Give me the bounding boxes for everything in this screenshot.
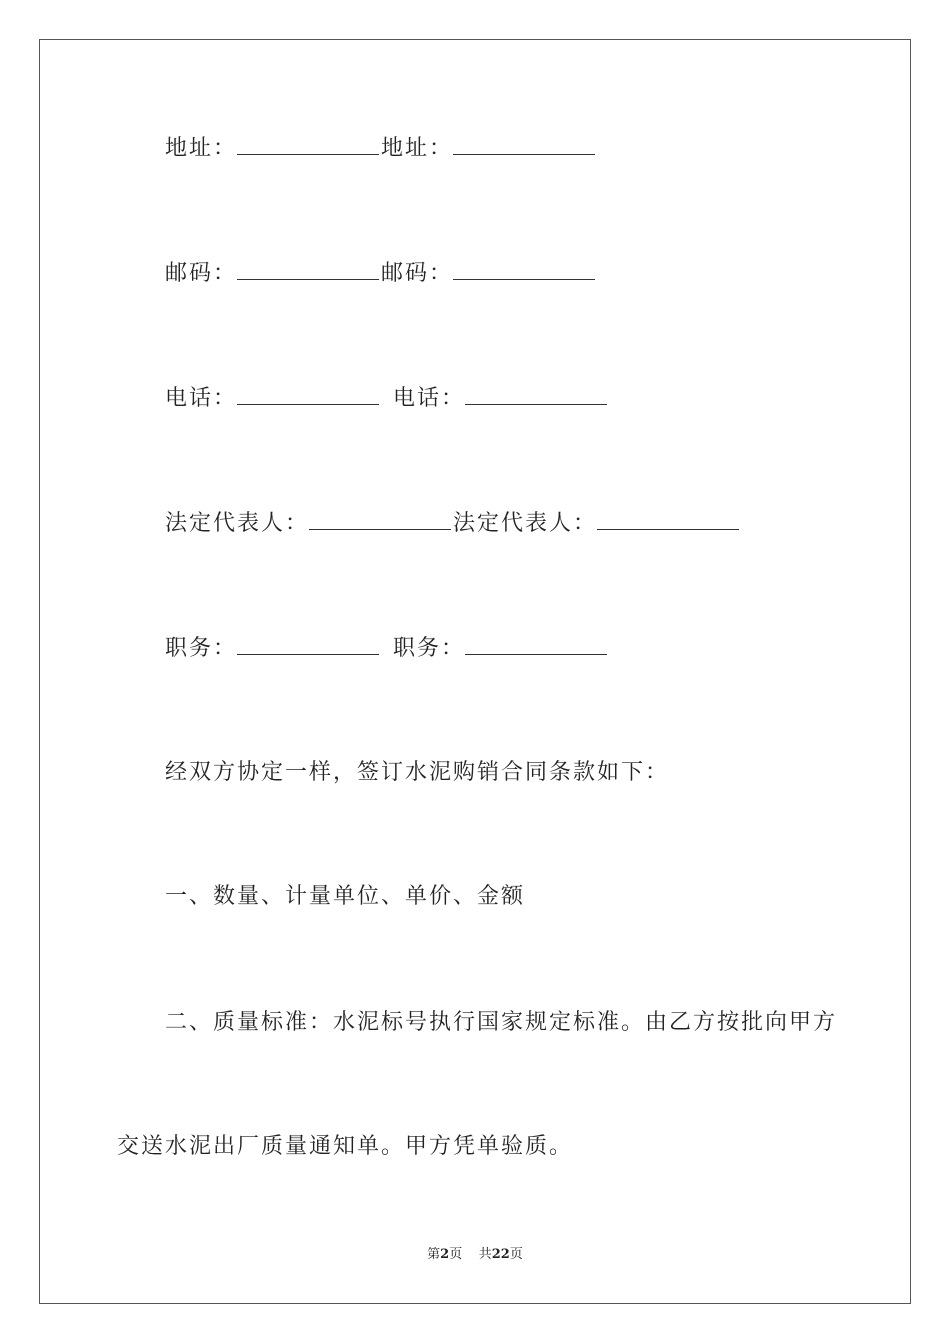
page-prefix: 第: [427, 1247, 441, 1262]
phone-row: [165, 384, 609, 414]
total-prefix: 共: [478, 1247, 492, 1262]
intro-paragraph: 经双方协定一样，签订水泥购销合同条款如下：: [165, 760, 670, 785]
legal-rep-label-right: 法定代表人：: [453, 511, 598, 536]
clause-2-line-2: 交送水泥出厂质量通知单。甲方凭单验质。: [117, 1134, 574, 1159]
legal-rep-row: [165, 509, 741, 539]
legal-rep-blank-left: [309, 509, 451, 530]
phone-blank-right: [465, 384, 607, 405]
position-label-left: 职务：: [165, 636, 238, 661]
postcode-row: [165, 259, 597, 289]
page-number: 2: [440, 1247, 450, 1262]
address-row: [165, 134, 597, 164]
address-label-right: 地址：: [381, 136, 454, 161]
postcode-blank-right: [453, 259, 595, 280]
total-suffix: 页: [509, 1247, 523, 1262]
page-footer: [0, 1246, 950, 1264]
clause-2-line-1: 二、质量标准：水泥标号执行国家规定标准。由乙方按批向甲方: [165, 1010, 838, 1035]
position-blank-right: [465, 634, 607, 655]
address-label-left: 地址：: [165, 136, 238, 161]
position-blank-left: [237, 634, 379, 655]
clause-1: 一、数量、计量单位、单价、金额: [165, 884, 526, 909]
page-frame: [39, 39, 911, 1304]
legal-rep-blank-right: [597, 509, 739, 530]
legal-rep-label-left: 法定代表人：: [165, 511, 310, 536]
position-row: [165, 634, 609, 664]
address-blank-left: [237, 134, 379, 155]
postcode-label-right: 邮码：: [381, 261, 454, 286]
phone-label-left: 电话：: [165, 386, 238, 411]
postcode-label-left: 邮码：: [165, 261, 238, 286]
position-label-right: 职务：: [393, 636, 466, 661]
phone-label-right: 电话：: [393, 386, 466, 411]
address-blank-right: [453, 134, 595, 155]
page-suffix: 页: [449, 1247, 463, 1262]
total-pages: 22: [491, 1247, 510, 1262]
postcode-blank-left: [237, 259, 379, 280]
phone-blank-left: [237, 384, 379, 405]
